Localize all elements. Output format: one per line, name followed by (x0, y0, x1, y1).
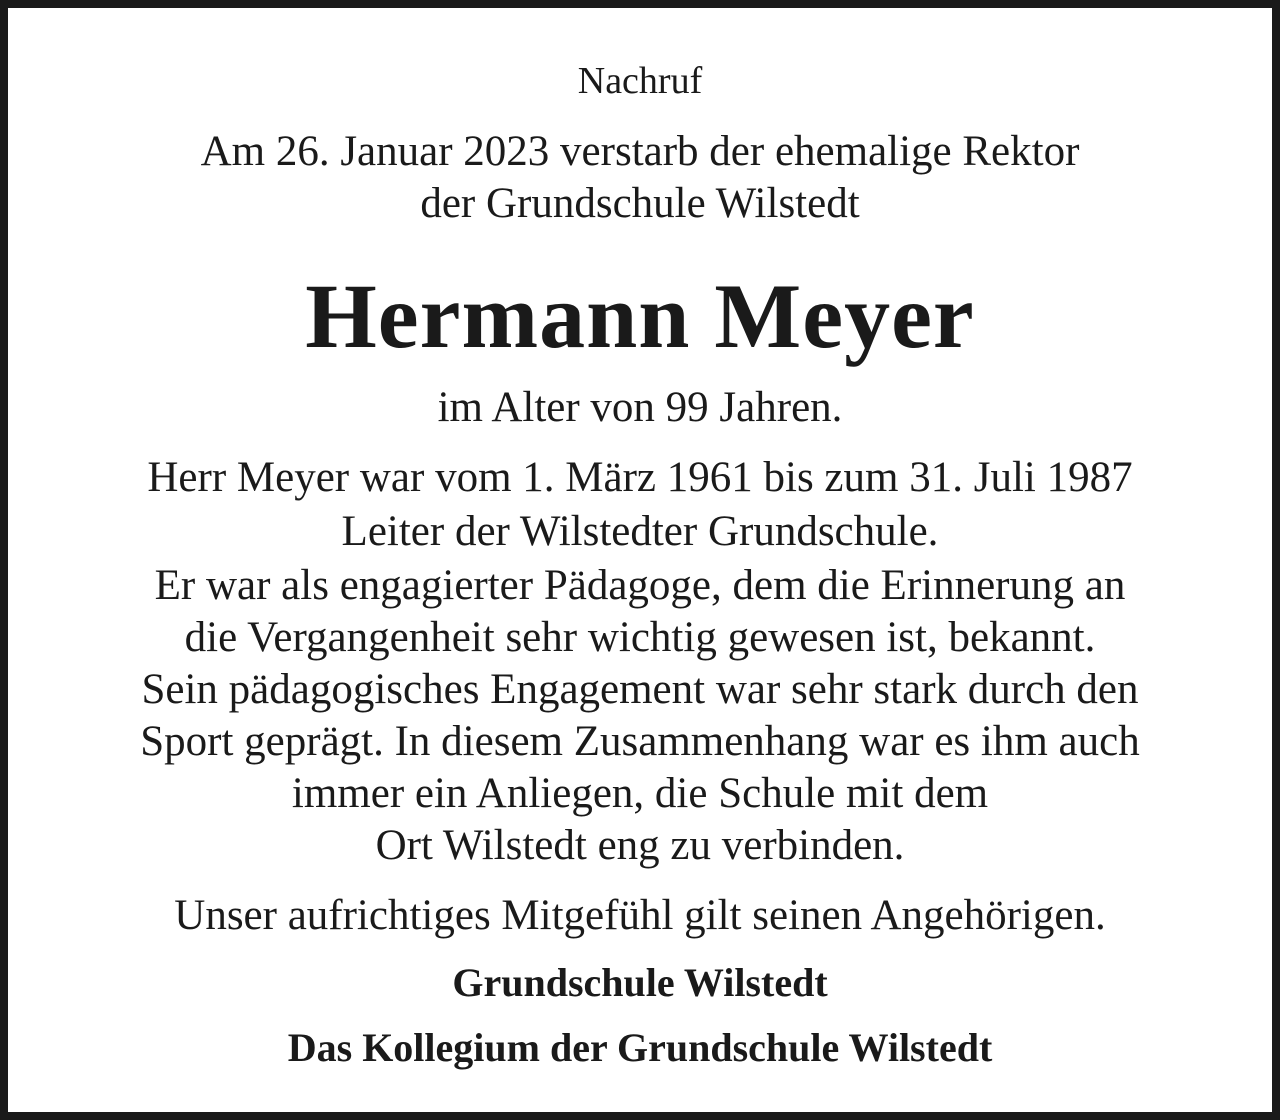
intro-line-2: der Grundschule Wilstedt (420, 180, 860, 227)
body-line-6: Sport geprägt. In diesem Zusammenhang war es ihm auch (140, 718, 1140, 765)
body-line-4: die Vergangenheit sehr wichtig gewesen ist, bekannt. (184, 614, 1096, 661)
body-line-3: Er war als engagierter Pädagoge, dem die Erinnerung an (154, 562, 1126, 609)
notice-heading: Nachruf (577, 60, 703, 102)
body-line-2: Leiter der Wilstedter Grundschule. (341, 508, 939, 555)
age-line: im Alter von 99 Jahren. (437, 384, 843, 431)
body-line-7: immer ein Anliegen, die Schule mit dem (291, 770, 989, 817)
condolence-line: Unser aufrichtiges Mitgefühl gilt seinen Angehörigen. (174, 892, 1106, 939)
deceased-name: Hermann Meyer (305, 265, 975, 367)
signature-school: Grundschule Wilstedt (452, 960, 828, 1005)
body-line-5: Sein pädagogisches Engagement war sehr stark durch den (141, 666, 1139, 713)
body-line-8: Ort Wilstedt eng zu verbinden. (375, 822, 905, 869)
intro-line-1: Am 26. Januar 2023 verstarb der ehemalige Rektor (200, 128, 1080, 175)
signature-staff: Das Kollegium der Grundschule Wilstedt (287, 1025, 993, 1070)
body-line-1: Herr Meyer war vom 1. März 1961 bis zum 31. Juli 1987 (147, 454, 1133, 501)
